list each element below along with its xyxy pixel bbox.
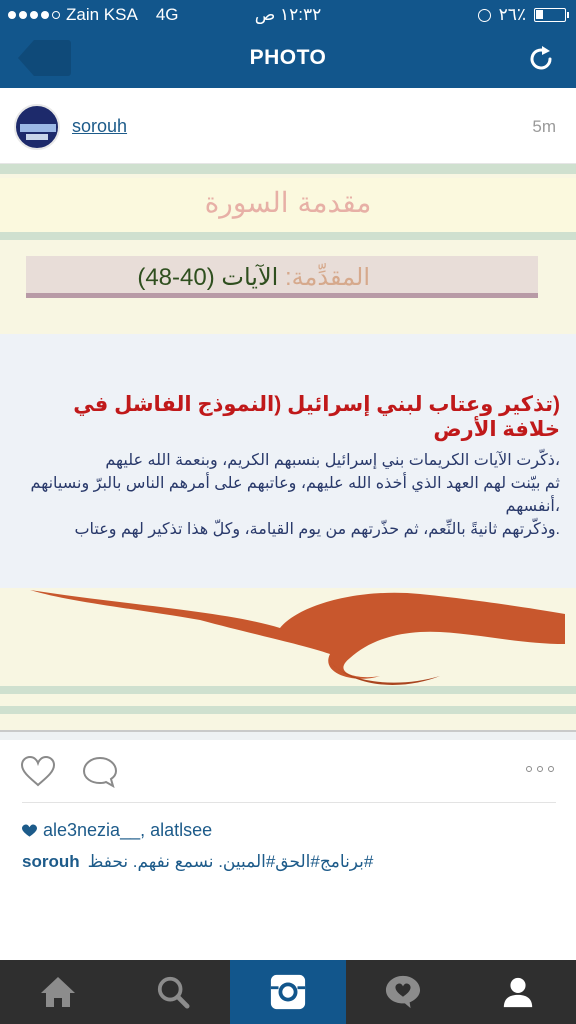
camera-icon	[269, 973, 307, 1011]
caption-text[interactable]: #برنامج#الحق#المبين. نسمع نفهم. نحفظ	[87, 852, 374, 871]
body-line: ،ذكّرت الآيات الكريمات بني إسرائيل بنسبهم الكريم، وبنعمة الله عليهم	[105, 452, 560, 469]
photo-bottom-edge	[0, 730, 576, 740]
bottom-tab-bar	[0, 960, 576, 1024]
surah-heading: مقدمة السورة	[204, 186, 372, 219]
avatar[interactable]	[14, 104, 60, 150]
tab-activity[interactable]	[346, 960, 461, 1024]
post-username[interactable]: sorouh	[72, 116, 128, 136]
red-heading: (تذكير وعتاب لبني إسرائيل (النموذج الفاشل في خلافة الأرض	[73, 393, 560, 441]
body-line: .وذكّرتهم ثانيةً بالنِّعم، ثم حذّرتهم من يوم القيامة، وكلّ هذا تذكير لهم وعتاب	[74, 521, 560, 538]
verse-title	[40, 263, 370, 292]
tab-camera[interactable]	[230, 960, 345, 1024]
more-dot-icon	[537, 766, 543, 772]
heart-icon	[20, 756, 56, 788]
verse-label: المقدِّمة:	[285, 264, 370, 291]
top-header	[0, 0, 576, 88]
post-time: 5m	[532, 117, 556, 136]
home-icon	[38, 974, 78, 1010]
actions-divider	[22, 802, 556, 803]
likes-row	[22, 820, 212, 841]
refresh-button[interactable]	[526, 44, 556, 74]
post-photo[interactable]	[0, 164, 576, 740]
body-text	[20, 449, 560, 541]
profile-icon	[501, 975, 535, 1009]
carrier-label: Zain KSA	[66, 5, 138, 24]
verse-range: الآيات (40-48)	[137, 264, 286, 291]
refresh-icon	[526, 44, 556, 74]
page-title: PHOTO	[249, 46, 327, 69]
more-dot-icon	[548, 766, 554, 772]
comment-icon	[82, 756, 118, 788]
likes-users[interactable]: ale3nezia__, alatlsee	[43, 820, 213, 840]
photo-lower-band	[0, 706, 576, 714]
status-bar	[0, 0, 576, 30]
search-icon	[156, 975, 190, 1009]
body-line: ،أنفسهم	[505, 498, 560, 515]
comment-button[interactable]	[82, 756, 118, 788]
caption-username[interactable]: sorouh	[22, 852, 80, 871]
photo-band	[0, 232, 576, 240]
activity-icon	[384, 974, 422, 1010]
more-options-button[interactable]	[526, 766, 554, 772]
battery-icon	[534, 8, 566, 22]
tab-search[interactable]	[115, 960, 230, 1024]
body-line: ثم بيّنت لهم العهد الذي أخذه الله عليهم، وعاتبهم على أمرهم الناس بالبرّ ونسيانهم	[30, 475, 560, 492]
network-label: 4G	[155, 5, 179, 24]
status-time: ١٢:٣٢ ص	[254, 5, 322, 24]
post-actions	[0, 740, 576, 802]
tab-profile[interactable]	[461, 960, 576, 1024]
photo-top-band	[0, 164, 576, 174]
rotation-lock-icon	[478, 9, 491, 22]
photo-lower-band	[0, 686, 576, 694]
more-dot-icon	[526, 766, 532, 772]
tab-home[interactable]	[0, 960, 115, 1024]
status-right	[478, 5, 566, 25]
small-heart-icon	[22, 824, 37, 838]
caption-row	[22, 852, 373, 872]
battery-percent: ٢٦٪	[498, 5, 526, 24]
like-button[interactable]	[20, 756, 56, 788]
